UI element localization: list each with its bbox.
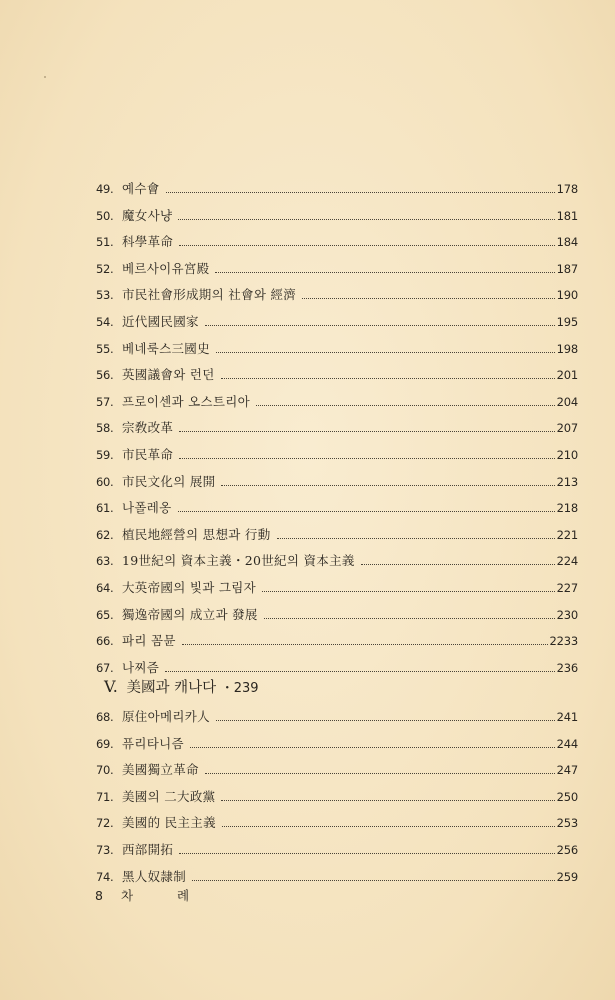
toc-entry-page: 259 xyxy=(556,869,578,884)
toc-entry-number: 62. xyxy=(96,527,114,542)
toc-entry-title: 原住아메리카人 xyxy=(122,709,210,724)
toc-entry-page: 190 xyxy=(556,288,578,303)
toc-entry-title: 나찌즘 xyxy=(122,659,160,675)
toc-entry-title: 魔女사냥 xyxy=(122,207,173,223)
section-heading xyxy=(104,676,259,697)
toc-entry xyxy=(96,810,578,837)
toc-entry-page: 230 xyxy=(556,607,578,622)
dot-leader xyxy=(256,405,555,406)
toc-entry-number: 59. xyxy=(96,447,114,462)
toc-entry xyxy=(96,362,578,389)
dot-leader xyxy=(221,485,554,486)
toc-entry xyxy=(96,415,578,442)
toc-entry-page: 244 xyxy=(556,736,578,751)
dot-leader xyxy=(215,272,554,273)
dot-leader xyxy=(178,219,554,220)
toc-entry-title: 大英帝國의 빛과 그림자 xyxy=(122,579,256,595)
dot-leader xyxy=(182,644,548,645)
dot-leader xyxy=(277,538,555,539)
toc-entry xyxy=(96,602,578,629)
toc-entry-number: 54. xyxy=(96,314,114,329)
toc-entry-number: 73. xyxy=(96,842,114,857)
dot-leader xyxy=(179,458,554,459)
toc-entry-number: 61. xyxy=(96,501,114,516)
toc-entry-title: 植民地經營의 思想과 行動 xyxy=(122,526,271,542)
toc-entry xyxy=(96,575,578,602)
toc-entry xyxy=(96,469,578,496)
toc-entry-number: 56. xyxy=(96,368,114,383)
toc-entry-number: 71. xyxy=(96,789,114,804)
toc-entry-page: 181 xyxy=(556,208,578,223)
toc-entry-number: 57. xyxy=(96,394,114,409)
toc-list-part1 xyxy=(96,176,578,681)
toc-entry-title: 예수會 xyxy=(122,181,160,196)
section-numeral: V. xyxy=(104,677,118,696)
toc-entry-page: 210 xyxy=(556,447,578,462)
section-title: 美國과 캐나다 xyxy=(126,680,217,696)
dot-leader xyxy=(361,564,555,565)
toc-entry-title: 베네룩스三國史 xyxy=(122,340,210,356)
dot-leader xyxy=(179,245,554,246)
toc-entry-title: 西部開拓 xyxy=(122,841,174,857)
toc-entry-number: 72. xyxy=(96,816,114,831)
toc-entry-number: 68. xyxy=(96,710,114,724)
toc-entry-title: 市民文化의 展開 xyxy=(122,473,216,489)
toc-entry xyxy=(96,229,578,256)
toc-entry-title: 베르사이유宮殿 xyxy=(122,260,210,276)
toc-entry xyxy=(96,704,578,731)
toc-entry-number: 63. xyxy=(96,554,114,569)
toc-entry-page: 253 xyxy=(556,816,578,831)
dot-leader xyxy=(264,618,555,619)
toc-entry xyxy=(96,256,578,283)
toc-entry-title: 퓨리타니즘 xyxy=(122,735,184,751)
toc-entry-page: 250 xyxy=(556,789,578,804)
toc-entry-title: 美國獨立革命 xyxy=(122,762,199,778)
running-title: 차 례 xyxy=(120,888,210,903)
toc-entry-number: 52. xyxy=(96,261,114,276)
toc-entry-number: 66. xyxy=(96,634,114,649)
toc-entry-page: 187 xyxy=(556,261,578,276)
toc-entry xyxy=(96,784,578,811)
toc-entry-number: 74. xyxy=(96,869,114,884)
toc-entry xyxy=(96,309,578,336)
dot-leader xyxy=(190,747,555,748)
toc-entry-page: 227 xyxy=(556,580,578,595)
dot-leader xyxy=(222,826,555,827)
toc-entry-page: 221 xyxy=(556,527,578,542)
toc-entry-number: 70. xyxy=(96,763,114,778)
toc-entry-title: 近代國民國家 xyxy=(122,313,199,329)
toc-entry-title: 파리 꼼뮨 xyxy=(122,633,176,649)
toc-entry xyxy=(96,757,578,784)
toc-entry-page: 241 xyxy=(556,710,578,724)
toc-entry xyxy=(96,282,578,309)
toc-entry-title: 프로이센과 오스트리아 xyxy=(122,393,251,409)
toc-entry-title: 科學革命 xyxy=(122,234,174,250)
toc-entry-title: 市民社會形成期의 社會와 經濟 xyxy=(122,287,297,303)
page-number: 8 xyxy=(95,888,103,903)
paper-speck xyxy=(44,76,46,78)
toc-entry-title: 宗敎改革 xyxy=(122,420,174,436)
toc-entry xyxy=(96,548,578,575)
toc-entry-title: 美國의 二大政黨 xyxy=(122,788,216,804)
toc-entry xyxy=(96,837,578,864)
dot-leader xyxy=(192,880,555,881)
toc-entry-page: 204 xyxy=(556,394,578,409)
page-footer xyxy=(95,886,209,904)
toc-list-part2 xyxy=(96,704,578,890)
dot-leader xyxy=(179,431,554,432)
toc-entry xyxy=(96,176,578,203)
toc-entry-number: 53. xyxy=(96,288,114,303)
toc-entry-title: 市民革命 xyxy=(122,446,174,462)
dot-leader xyxy=(302,298,555,299)
toc-entry-page: 224 xyxy=(556,554,578,569)
toc-entry-page: 178 xyxy=(556,182,578,196)
toc-entry xyxy=(96,203,578,230)
toc-entry-number: 64. xyxy=(96,580,114,595)
toc-entry-page: 236 xyxy=(556,660,578,675)
dot-leader xyxy=(262,591,555,592)
toc-entry xyxy=(96,442,578,469)
toc-entry xyxy=(96,628,578,655)
toc-entry-number: 67. xyxy=(96,660,114,675)
toc-entry-number: 69. xyxy=(96,736,114,751)
section-page: ・239 xyxy=(220,681,259,696)
toc-entry-number: 60. xyxy=(96,474,114,489)
toc-entry-page: 195 xyxy=(556,314,578,329)
toc-entry-page: 256 xyxy=(556,842,578,857)
toc-entry-number: 55. xyxy=(96,341,114,356)
dot-leader xyxy=(205,325,555,326)
dot-leader xyxy=(216,720,555,721)
toc-entry-page: 184 xyxy=(556,235,578,250)
toc-entry-number: 49. xyxy=(96,182,114,196)
dot-leader xyxy=(178,511,555,512)
toc-entry-page: 198 xyxy=(556,341,578,356)
toc-entry xyxy=(96,495,578,522)
toc-entry-title: 나폴레옹 xyxy=(122,500,172,516)
dot-leader xyxy=(205,773,555,774)
dot-leader xyxy=(165,671,555,672)
toc-entry-page: 207 xyxy=(556,421,578,436)
toc-entry-number: 50. xyxy=(96,208,114,223)
toc-entry-page: 201 xyxy=(556,368,578,383)
toc-entry-number: 51. xyxy=(96,235,114,250)
toc-entry-title: 英國議會와 런던 xyxy=(122,367,215,383)
toc-entry-page: 247 xyxy=(556,763,578,778)
toc-entry-page: 2233 xyxy=(549,634,578,649)
toc-entry-page: 213 xyxy=(556,474,578,489)
dot-leader xyxy=(179,853,554,854)
dot-leader xyxy=(221,800,554,801)
toc-entry-title: 獨逸帝國의 成立과 發展 xyxy=(122,606,258,622)
toc-entry xyxy=(96,522,578,549)
toc-entry-page: 218 xyxy=(556,501,578,516)
toc-entry-number: 65. xyxy=(96,607,114,622)
dot-leader xyxy=(221,378,555,379)
dot-leader xyxy=(216,352,555,353)
toc-entry-number: 58. xyxy=(96,421,114,436)
toc-entry-title: 黑人奴隷制 xyxy=(122,868,187,884)
toc-entry-title: 19世紀의 資本主義・20世紀의 資本主義 xyxy=(122,553,355,569)
toc-entry xyxy=(96,389,578,416)
toc-entry-title: 美國的 民主主義 xyxy=(122,815,216,831)
dot-leader xyxy=(166,192,555,193)
toc-entry xyxy=(96,336,578,363)
toc-entry xyxy=(96,731,578,758)
